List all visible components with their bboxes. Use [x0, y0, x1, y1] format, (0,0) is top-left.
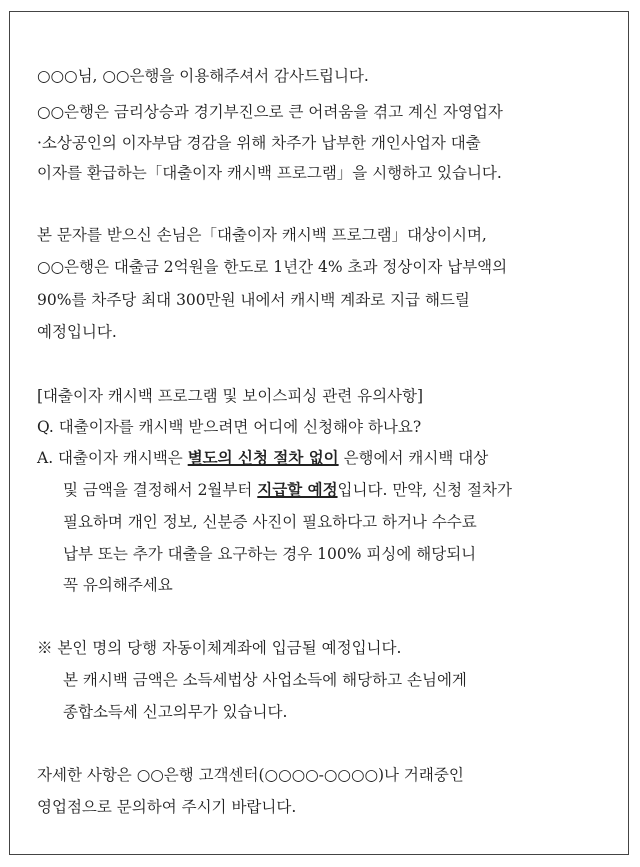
answer-line-2-post: 입니다. 만약, 신청 절차가 [337, 481, 512, 499]
remark-line-3: 종합소득세 신고의무가 있습니다. [63, 703, 288, 721]
remark-line-1: ※ 본인 명의 당행 자동이체계좌에 입금될 예정입니다. [37, 639, 402, 657]
answer-line-1-pre: A. 대출이자 캐시백은 [37, 449, 188, 467]
answer-line-2 [63, 479, 512, 501]
answer-emphasis-scheduled: 지급할 예정 [257, 480, 338, 499]
intro-line-1: ○○은행은 금리상승과 경기부진으로 큰 어려움을 겪고 계신 자영업자 [37, 103, 503, 121]
answer-line-3: 필요하며 개인 정보, 신분증 사진이 필요하다고 하거나 수수료 [63, 513, 477, 531]
target-line-2: ○○은행은 대출금 2억원을 한도로 1년간 4% 초과 정상이자 납부액의 [37, 258, 508, 276]
answer-line-1-post: 은행에서 캐시백 대상 [338, 449, 489, 467]
intro-line-3: 이자를 환급하는「대출이자 캐시백 프로그램」을 시행하고 있습니다. [37, 164, 502, 182]
target-line-4: 예정입니다. [37, 323, 117, 341]
remark-line-2: 본 캐시백 금액은 소득세법상 사업소득에 해당하고 손님에게 [63, 671, 467, 689]
question-text: Q. 대출이자를 캐시백 받으려면 어디에 신청해야 하나요? [37, 418, 422, 436]
target-line-1: 본 문자를 받으신 손님은「대출이자 캐시백 프로그램」대상이시며, [37, 226, 487, 244]
contact-line-1: 자세한 사항은 ○○은행 고객센터(○○○○-○○○○)나 거래중인 [37, 766, 464, 784]
answer-line-2-pre: 및 금액을 결정해서 2월부터 [63, 481, 258, 499]
notice-title: [대출이자 캐시백 프로그램 및 보이스피싱 관련 유의사항] [37, 387, 424, 405]
greeting-text: ○○○님, ○○은행을 이용해주셔서 감사드립니다. [37, 67, 369, 85]
answer-line-4: 납부 또는 추가 대출을 요구하는 경우 100% 피싱에 해당되니 [63, 545, 477, 563]
contact-line-2: 영업점으로 문의하여 주시기 바랍니다. [37, 798, 297, 816]
answer-line-5: 꼭 유의해주세요 [63, 576, 173, 594]
target-line-3: 90%를 차주당 최대 300만원 내에서 캐시백 계좌로 지급 해드릴 [37, 291, 470, 309]
message-frame [9, 11, 629, 855]
answer-line-1 [37, 447, 488, 469]
intro-line-2: ·소상공인의 이자부담 경감을 위해 차주가 납부한 개인사업자 대출 [37, 134, 481, 152]
answer-emphasis-no-application: 별도의 신청 절차 없이 [187, 448, 339, 467]
